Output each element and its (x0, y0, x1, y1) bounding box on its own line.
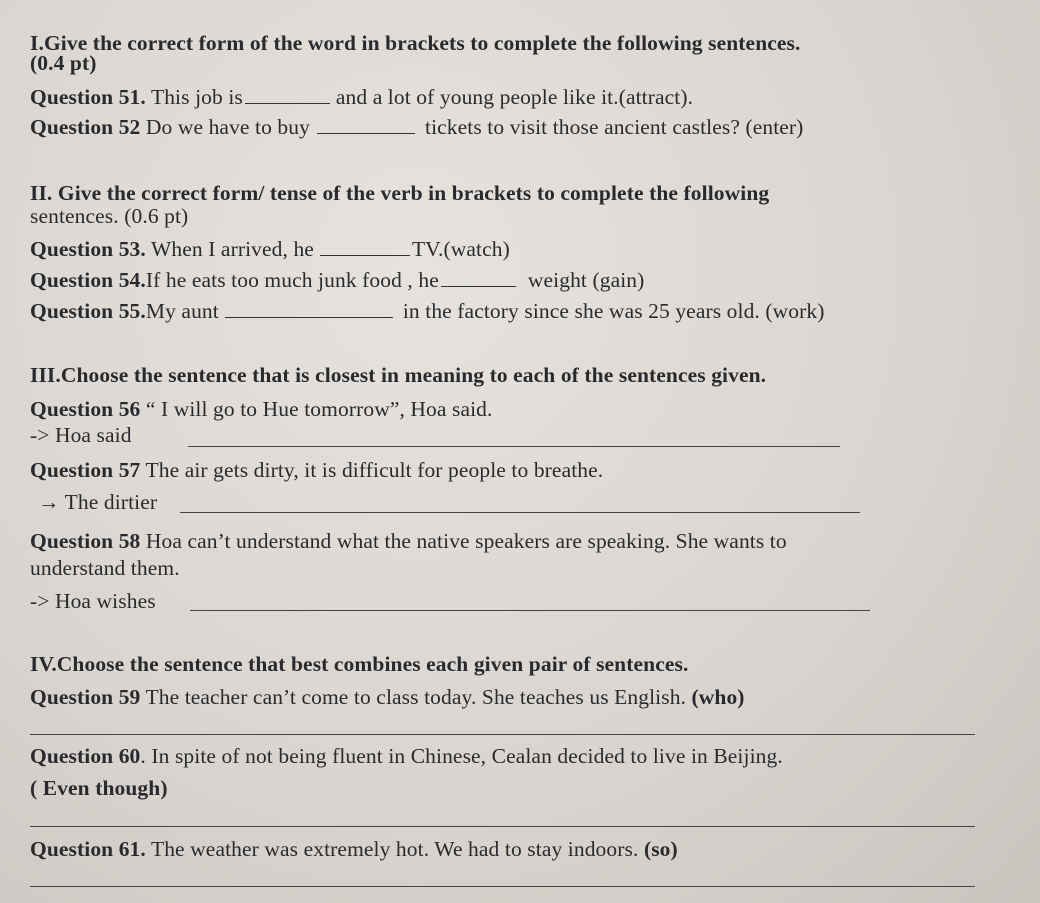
question-61-hint: (so) (643, 837, 678, 861)
question-52-text-after: tickets to visit those ancient castles? (enter) (425, 115, 804, 139)
question-52-blank[interactable] (317, 115, 415, 134)
section1-points: (0.4 pt) (30, 51, 97, 75)
section2-heading: II. Give the correct form/ tense of the verb in brackets to complete the following (30, 181, 770, 205)
question-56-label: Question 56 (30, 397, 141, 421)
question-56-prompt: -> Hoa said (30, 423, 132, 447)
question-52 (30, 114, 803, 140)
question-57-prompt: → The dirtier (38, 490, 158, 514)
question-51-label: Question 51. (30, 85, 146, 109)
question-59-label: Question 59 (30, 685, 141, 709)
question-55-label: Question 55. (30, 299, 146, 323)
question-51-text-before: This job is (145, 85, 243, 109)
question-58-label: Question 58 (30, 529, 141, 553)
question-54 (30, 267, 644, 293)
question-51 (30, 84, 693, 110)
question-58-prompt: -> Hoa wishes (30, 589, 156, 613)
question-58-text-2: understand them. (30, 556, 180, 580)
question-52-label: Question 52 (30, 115, 141, 139)
question-57 (30, 457, 603, 483)
question-55-text-before: My aunt (145, 299, 219, 323)
question-60-hint: ( Even though) (30, 776, 168, 800)
question-58-answer-line[interactable] (190, 610, 870, 611)
question-55 (30, 298, 825, 324)
question-59-text: The teacher can’t come to class today. She teaches us English. (140, 685, 692, 709)
question-55-blank[interactable] (225, 299, 393, 318)
question-61-label: Question 61. (30, 837, 146, 861)
question-61-text: The weather was extremely hot. We had to stay indoors. (145, 837, 644, 861)
question-59-hint: (who) (691, 685, 745, 709)
question-55-text-after: in the factory since she was 25 years old. (work) (402, 299, 825, 323)
question-56-text: “ I will go to Hue tomorrow”, Hoa said. (140, 397, 493, 421)
question-57-answer-line[interactable] (180, 512, 860, 513)
question-60-text: . In spite of not being fluent in Chinese, Cealan decided to live in Beijing. (140, 744, 783, 768)
question-60 (30, 743, 783, 769)
section1-heading: I.Give the correct form of the word in brackets to complete the following sentences. (30, 31, 801, 55)
section3-heading: III.Choose the sentence that is closest in meaning to each of the sentences given. (30, 363, 767, 387)
question-58-text: Hoa can’t understand what the native speakers are speaking. She wants to (140, 529, 787, 553)
question-61-answer-line[interactable] (30, 886, 975, 887)
question-56-answer-line[interactable] (188, 446, 840, 447)
question-53-text-before: When I arrived, he (145, 237, 314, 261)
question-54-text-after: weight (gain) (527, 268, 645, 292)
question-57-label: Question 57 (30, 458, 141, 482)
question-53-text-after: TV.(watch) (411, 237, 510, 261)
section2-heading-2: sentences. (0.6 pt) (30, 204, 189, 228)
question-52-text-before: Do we have to buy (140, 115, 310, 139)
question-59 (30, 684, 745, 710)
question-56 (30, 396, 493, 422)
question-60-answer-line[interactable] (30, 826, 975, 827)
question-51-text-after: and a lot of young people like it.(attract). (335, 85, 694, 109)
question-51-blank[interactable] (245, 85, 330, 104)
question-58 (30, 528, 787, 554)
question-53-blank[interactable] (320, 237, 410, 256)
question-53-label: Question 53. (30, 237, 146, 261)
question-54-text-before: If he eats too much junk food , he (145, 268, 439, 292)
section4-heading: IV.Choose the sentence that best combines each given pair of sentences. (30, 652, 689, 676)
question-53 (30, 236, 510, 262)
question-61 (30, 836, 678, 862)
question-60-label: Question 60 (30, 744, 141, 768)
question-54-blank[interactable] (441, 268, 516, 287)
question-54-label: Question 54. (30, 268, 146, 292)
question-57-text: The air gets dirty, it is difficult for people to breathe. (140, 458, 604, 482)
question-59-answer-line[interactable] (30, 734, 975, 735)
